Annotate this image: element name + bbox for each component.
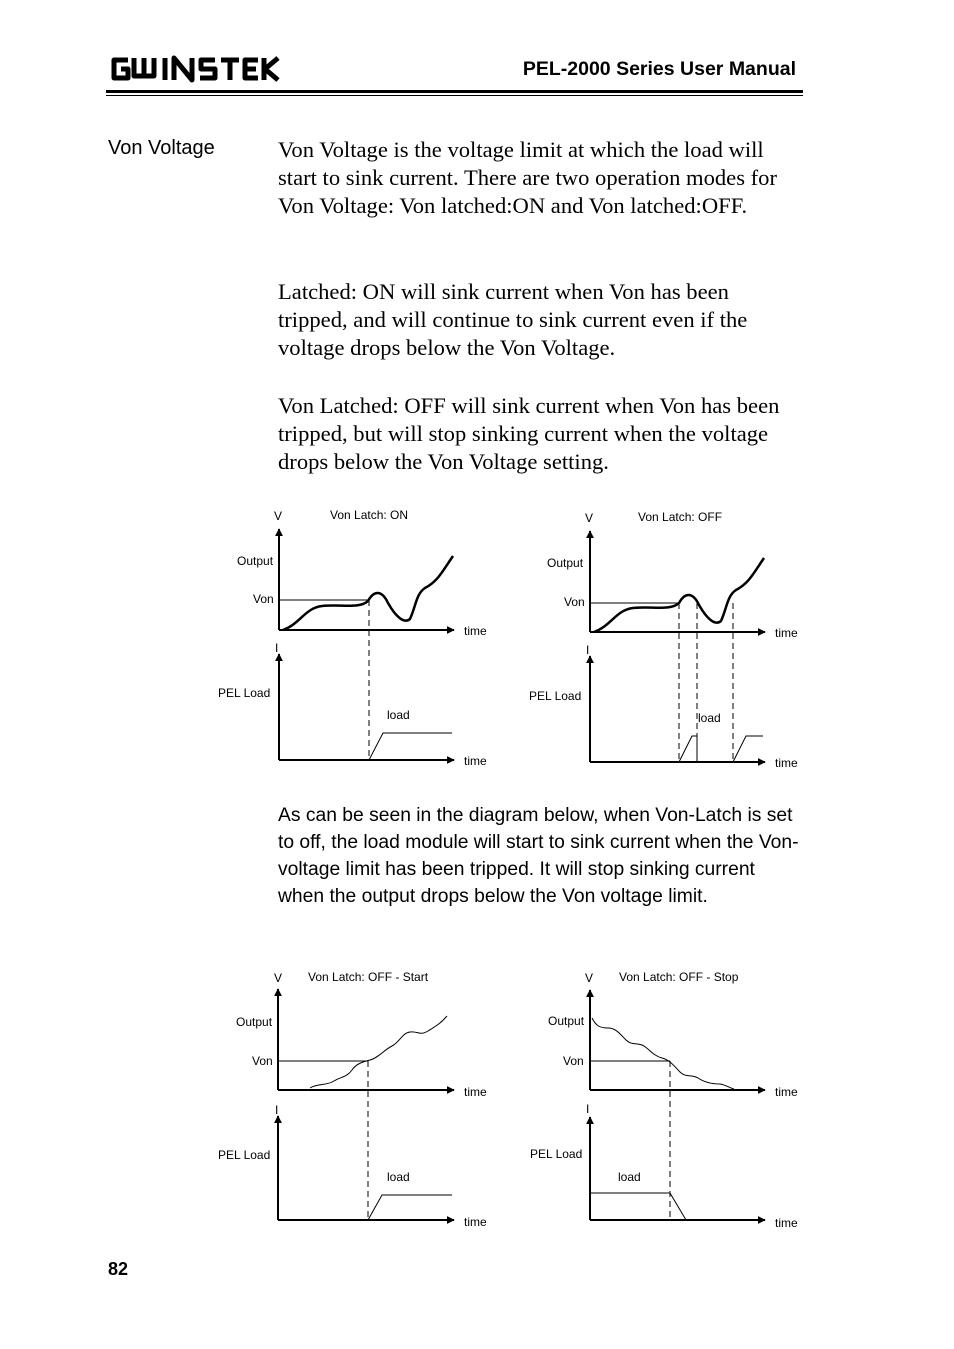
output-label: Output: [237, 554, 274, 568]
time-label: time: [464, 1215, 487, 1229]
time-label: time: [775, 626, 798, 640]
pel-load-label: PEL Load: [529, 689, 582, 703]
i-axis-label: I: [586, 643, 590, 657]
load-label: load: [387, 708, 410, 722]
output-voltage-curve: [283, 556, 453, 630]
time-label: time: [775, 756, 798, 770]
v-axis-label: V: [585, 971, 594, 985]
diagram-von-latch-off: [529, 510, 798, 770]
von-label: Von: [252, 1054, 273, 1068]
i-axis-label: I: [275, 1103, 279, 1117]
time-label: time: [775, 1216, 798, 1230]
manual-title: PEL-2000 Series User Manual: [522, 58, 796, 80]
diagram-title: Von Latch: OFF - Stop: [619, 970, 739, 984]
output-label: Output: [547, 556, 584, 570]
output-label: Output: [236, 1015, 273, 1029]
time-label: time: [464, 1085, 487, 1099]
diagram-von-latch-off-start: [218, 970, 487, 1229]
pel-load-label: PEL Load: [218, 1148, 271, 1162]
v-axis-label: V: [585, 511, 594, 525]
i-axis-label: I: [586, 1102, 590, 1116]
load-label: load: [698, 711, 721, 725]
pel-load-label: PEL Load: [530, 1147, 583, 1161]
load-current-trace: [590, 1193, 686, 1220]
von-label: Von: [563, 1054, 584, 1068]
diagram-title: Von Latch: ON: [330, 508, 409, 522]
load-current-trace: [368, 1195, 452, 1220]
von-label: Von: [564, 595, 585, 609]
paragraph-von-voltage-intro: Von Voltage is the voltage limit at which the load will start to sink current. There are two operation modes for Von Voltage: Von latched:ON and Von latched:OFF.: [278, 137, 777, 218]
output-voltage-curve: [594, 558, 764, 632]
load-current-trace: [733, 736, 763, 762]
load-current-trace: [679, 736, 697, 762]
time-label: time: [775, 1085, 798, 1099]
diagram-title: Von Latch: OFF: [638, 510, 723, 524]
load-label: load: [618, 1170, 641, 1184]
diagram-von-latch-off-stop: [530, 970, 798, 1230]
time-label: time: [464, 754, 487, 768]
v-axis-label: V: [274, 971, 283, 985]
load-label: load: [387, 1170, 410, 1184]
paragraph-diagram-explanation: As can be seen in the diagram below, when Von-Latch is set to off, the load module will start to sink current when the Von-voltage limit has been tripped. It will stop sinking current when the output drops below the Von voltage limit.: [278, 805, 799, 907]
output-voltage-curve: [310, 1016, 447, 1088]
pel-load-label: PEL Load: [218, 686, 271, 700]
von-label: Von: [253, 592, 274, 606]
paragraph-latched-on: Latched: ON will sink current when Von has been tripped, and will continue to sink current even if the voltage drops below the Von Voltage.: [278, 279, 748, 360]
output-label: Output: [548, 1014, 585, 1028]
page-number: 82: [108, 1259, 129, 1279]
output-voltage-curve: [592, 1018, 734, 1089]
v-axis-label: V: [274, 509, 283, 523]
diagram-von-latch-on: [218, 508, 487, 768]
paragraph-latched-off: Von Latched: OFF will sink current when Von has been tripped, but will stop sinking current when the voltage drops below the Von Voltage setting.: [278, 393, 780, 474]
section-label: Von Voltage: [108, 137, 215, 159]
i-axis-label: I: [275, 641, 279, 655]
time-label: time: [464, 624, 487, 638]
diagram-title: Von Latch: OFF - Start: [308, 970, 429, 984]
load-current-trace: [369, 733, 452, 760]
